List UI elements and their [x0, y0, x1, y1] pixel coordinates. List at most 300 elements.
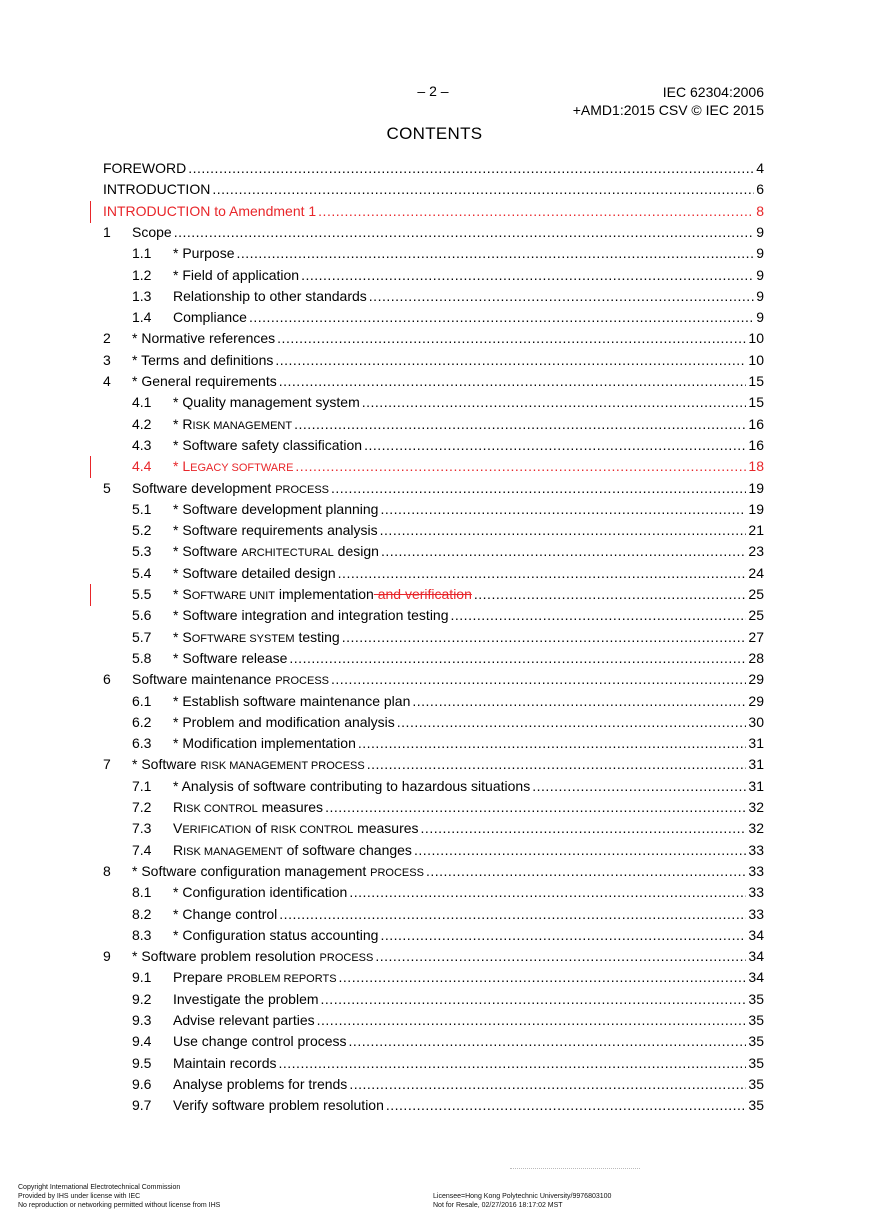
toc-entry[interactable]	[103, 1033, 764, 1053]
toc-page-number: 25	[748, 586, 764, 602]
toc-entry-title-part: PROCESS	[275, 675, 329, 688]
toc-entry[interactable]	[103, 224, 764, 244]
toc-entry-title-part: * S	[173, 586, 192, 602]
toc-leader-dots	[279, 906, 746, 922]
toc-entry[interactable]	[103, 863, 764, 883]
toc-page-number: 19	[748, 500, 764, 517]
toc-page-number: 31	[748, 756, 764, 773]
toc-entry-title	[103, 160, 186, 176]
toc-entry-number: 3	[103, 351, 111, 368]
toc-entry-title-part: Compliance	[173, 309, 247, 326]
toc-page-number: 15	[748, 373, 764, 389]
toc-page-number: 35	[748, 990, 764, 1007]
toc-entry-number: 8.3	[132, 926, 152, 943]
toc-leader-dots	[358, 735, 747, 751]
toc-entry-title-part: measures	[257, 799, 324, 815]
toc-entry-title-part: ERIFICATION	[182, 824, 252, 837]
toc-page-number: 4	[756, 160, 764, 176]
toc-entry-title-part: * Normative references	[132, 330, 276, 347]
toc-entry-title	[173, 969, 337, 985]
toc-entry-title	[173, 1097, 384, 1113]
toc-entry[interactable]	[103, 394, 764, 414]
toc-entry-title	[173, 1055, 277, 1071]
toc-page-number: 35	[748, 1097, 764, 1114]
toc-page-number: 10	[748, 351, 764, 368]
toc-leader-dots	[277, 330, 746, 346]
toc-leader-dots	[414, 842, 746, 858]
toc-leader-dots	[380, 522, 747, 538]
toc-leader-dots	[375, 948, 746, 964]
toc-entry[interactable]	[103, 629, 764, 649]
toc-page-number: 34	[748, 969, 764, 986]
toc-page-number: 21	[748, 522, 764, 539]
toc-entry-number: 9.2	[132, 990, 152, 1007]
toc-entry-title	[173, 607, 449, 623]
toc-entry-title	[173, 437, 362, 453]
toc-page-number: 33	[748, 841, 764, 858]
toc-leader-dots	[386, 1097, 747, 1113]
toc-entry-title-part: Maintain records	[173, 1054, 277, 1071]
toc-entry-title-part: design	[333, 543, 379, 560]
toc-entry-title-part: * Modification implementation	[173, 735, 356, 752]
toc-entry-title-part: * Purpose	[173, 245, 235, 262]
toc-page-number: 8	[756, 202, 764, 219]
toc-entry-title-part: OFTWARE SYSTEM	[191, 632, 295, 645]
footer-license	[433, 1192, 611, 1210]
toc-entry-title	[173, 650, 287, 666]
toc-entry[interactable]	[103, 522, 764, 542]
toc-leader-dots	[397, 714, 747, 730]
toc-entry[interactable]	[103, 160, 764, 180]
toc-entry-number: 8.2	[132, 905, 152, 922]
toc-entry-number: 9	[103, 948, 111, 965]
toc-leader-dots	[289, 650, 746, 666]
toc-entry-title	[173, 991, 319, 1007]
toc-leader-dots	[294, 416, 746, 432]
toc-entry[interactable]	[103, 735, 764, 755]
toc-leader-dots	[212, 181, 754, 197]
toc-entry-title	[132, 863, 424, 879]
toc-entry-number: 5	[103, 479, 111, 496]
toc-entry-title-part: Verify software problem resolution	[173, 1097, 384, 1114]
toc-entry-title	[173, 543, 379, 559]
toc-leader-dots	[331, 480, 746, 496]
toc-entry-number: 4.4	[132, 458, 152, 475]
toc-entry-title-part: * Establish software maintenance plan	[173, 692, 411, 709]
toc-entry-title-part: ISK MANAGEMENT	[183, 845, 283, 858]
toc-leader-dots	[338, 565, 747, 581]
page-title: CONTENTS	[386, 124, 483, 143]
toc-entry-number: 6.2	[132, 713, 152, 730]
toc-entry-title-part: PROBLEM REPORTS	[226, 973, 337, 986]
toc-entry[interactable]	[103, 330, 764, 350]
toc-entry-title-part: * Configuration status accounting	[173, 926, 379, 943]
toc-entry-number: 4.2	[132, 415, 152, 432]
toc-entry-number: 9.5	[132, 1054, 152, 1071]
toc-leader-dots	[380, 927, 746, 943]
toc-entry-title	[173, 394, 360, 410]
toc-entry-number: 1.4	[132, 309, 152, 326]
toc-entry-title	[173, 799, 323, 815]
footer-left-line-3: No reproduction or networking permitted without license from IHS	[18, 1202, 221, 1209]
toc-entry-title-part: PROCESS	[370, 866, 424, 879]
toc-entry-title-part: * Quality management system	[173, 394, 360, 411]
toc-entry-title	[173, 416, 292, 432]
toc-entry-number: 5.3	[132, 543, 152, 560]
toc-leader-dots	[349, 1033, 747, 1049]
toc-leader-dots	[369, 288, 754, 304]
toc-leader-dots	[325, 799, 746, 815]
footer-right-line-1: Licensee=Hong Kong Polytechnic University/9976803100	[433, 1193, 612, 1200]
toc-entry-title-part: Use change control process	[173, 1033, 347, 1050]
toc-entry-number: 9.7	[132, 1097, 152, 1114]
toc-entry[interactable]	[103, 820, 764, 840]
toc-entry-title	[173, 927, 378, 943]
toc-entry-number: 9.4	[132, 1033, 152, 1050]
toc-entry-title-part: PROCESS	[275, 483, 329, 496]
toc-page-number: 29	[748, 671, 764, 688]
toc-entry-title-part: * Software release	[173, 649, 288, 666]
toc-entry-number: 8	[103, 862, 111, 879]
toc-entry-title-part: Analyse problems for trends	[173, 1075, 348, 1092]
toc-entry-title-part: * Software detailed design	[173, 564, 336, 581]
toc-entry[interactable]	[103, 480, 764, 500]
toc-page-number: 25	[748, 607, 764, 624]
toc-leader-dots	[301, 267, 754, 283]
toc-entry-number: 5.5	[132, 586, 152, 602]
toc-leader-dots	[279, 373, 747, 389]
toc-entry[interactable]	[103, 650, 764, 670]
toc-entry-title-part: * Software configuration management	[132, 862, 371, 879]
standard-designation	[573, 83, 764, 119]
toc-entry-title-part: * Problem and modification analysis	[173, 713, 395, 730]
toc-page-number: 33	[748, 862, 764, 879]
toc-entry-number: 4.1	[132, 394, 152, 411]
toc-entry-title-part: * Change control	[173, 905, 278, 922]
toc-leader-dots	[174, 224, 755, 240]
toc-entry-title-part: * Configuration identification	[173, 884, 348, 901]
toc-entry[interactable]	[103, 181, 764, 201]
toc-entry[interactable]	[103, 1076, 764, 1096]
toc-entry[interactable]	[103, 543, 764, 563]
toc-entry[interactable]	[103, 352, 764, 372]
toc-page-number: 9	[756, 223, 764, 240]
toc-entry-title-part: RISK CONTROL	[270, 824, 354, 837]
toc-entry-title-part: R	[173, 799, 184, 815]
toc-entry-number: 7.1	[132, 777, 152, 794]
toc-entry[interactable]	[103, 799, 764, 819]
toc-entry[interactable]	[103, 948, 764, 968]
toc-entry-title	[132, 352, 273, 368]
footer-left-line-1: Copyright International Electrotechnical Commission	[18, 1184, 181, 1191]
toc-entry-title	[173, 522, 378, 538]
toc-entry[interactable]	[103, 1097, 764, 1117]
toc-entry-title-part: * Software integration and integration testing	[173, 607, 449, 624]
toc-entry-number: 6.3	[132, 735, 152, 752]
toc-entry-title	[132, 224, 172, 240]
toc-entry-title-part: * Field of application	[173, 266, 300, 283]
toc-page-number: 16	[748, 436, 764, 453]
toc-entry-title	[173, 565, 336, 581]
toc-entry-title-part: Investigate the problem	[173, 990, 319, 1007]
toc-entry[interactable]	[103, 607, 764, 627]
toc-entry-title-part: Software maintenance	[132, 671, 276, 688]
toc-page-number: 33	[748, 905, 764, 922]
toc-entry[interactable]	[103, 714, 764, 734]
toc-leader-dots	[342, 629, 747, 645]
change-bar	[90, 456, 91, 478]
toc-entry-title	[173, 778, 530, 794]
toc-entry[interactable]	[103, 288, 764, 308]
toc-entry-number: 7.2	[132, 799, 152, 815]
toc-entry-number: 7.3	[132, 820, 152, 837]
toc-entry-title-part: testing	[294, 628, 340, 645]
toc-page-number: 9	[756, 245, 764, 262]
toc-page-number: 16	[748, 415, 764, 432]
toc-entry-title-part: * Analysis of software contributing to hazardous situations	[173, 777, 531, 794]
toc-entry-number: 5.7	[132, 628, 152, 645]
toc-page-number: 35	[748, 1012, 764, 1028]
toc-entry-title-part: of	[251, 820, 271, 837]
toc-page-number: 32	[748, 799, 764, 815]
toc-page-number: 23	[748, 543, 764, 560]
toc-entry[interactable]	[103, 501, 764, 521]
toc-entry-title-part: R	[173, 841, 184, 858]
toc-page-number: 34	[748, 926, 764, 943]
toc-entry-title-part: * Software	[173, 543, 242, 560]
toc-entry-title	[173, 501, 378, 517]
toc-entry-title-part: ARCHITECTURAL	[241, 547, 334, 560]
toc-entry-title-part: * S	[173, 628, 192, 645]
toc-page-number: 27	[748, 628, 764, 645]
toc-entry-title-part: * Software requirements analysis	[173, 522, 378, 539]
footer-right-line-2: Not for Resale, 02/27/2016 18:17:02 MST	[433, 1202, 563, 1209]
toc-entry[interactable]	[103, 778, 764, 798]
toc-entry[interactable]	[103, 842, 764, 862]
toc-entry-number: 1.2	[132, 266, 152, 283]
toc-entry-title	[173, 884, 347, 900]
toc-entry-title	[173, 267, 299, 283]
toc-leader-dots	[349, 1076, 746, 1092]
toc-entry[interactable]	[103, 309, 764, 329]
toc-entry-title	[173, 1012, 315, 1028]
toc-entry-title-part: V	[173, 820, 183, 837]
toc-page-number: 35	[748, 1033, 764, 1050]
toc-page-number: 29	[748, 692, 764, 709]
toc-entry[interactable]	[103, 969, 764, 989]
toc-entry-title	[173, 586, 472, 602]
toc-entry-number: 4	[103, 373, 111, 389]
footer-divider	[510, 1168, 640, 1169]
toc-leader-dots	[331, 671, 746, 687]
toc-entry-title-part: * Software safety classification	[173, 436, 363, 453]
toc-entry-number: 6.1	[132, 692, 152, 709]
toc-entry-title-part: measures	[353, 820, 419, 837]
toc-entry-title	[132, 948, 373, 964]
toc-entry-title	[173, 245, 234, 261]
toc-entry-title	[132, 373, 277, 389]
toc-entry-title-part: * Software	[132, 756, 201, 773]
toc-entry-title	[103, 203, 316, 219]
toc-entry[interactable]	[103, 437, 764, 457]
toc-entry-title	[173, 458, 293, 474]
toc-entry-number: 2	[103, 330, 111, 347]
toc-entry-number: 6	[103, 671, 111, 688]
toc-entry-number: 7.4	[132, 841, 152, 858]
footer-copyright	[18, 1183, 220, 1210]
change-bar	[90, 584, 91, 606]
page-number: – 2 –	[417, 83, 449, 99]
toc-page-number: 9	[756, 287, 764, 304]
toc-entry-number: 5.1	[132, 500, 152, 517]
toc-page-number: 35	[748, 1054, 764, 1071]
toc-page-number: 32	[748, 820, 764, 837]
toc-entry[interactable]	[103, 991, 764, 1011]
toc-leader-dots	[532, 778, 746, 794]
toc-entry[interactable]	[103, 756, 764, 776]
toc-entry-title-part: FOREWORD	[103, 160, 187, 176]
toc-entry-title	[173, 842, 412, 858]
toc-leader-dots	[275, 352, 746, 368]
toc-entry-title-part: Relationship to other standards	[173, 287, 367, 304]
toc-entry-number: 8.1	[132, 884, 152, 901]
toc-entry-number: 1.1	[132, 245, 152, 262]
toc-entry-title-part: * R	[173, 415, 193, 432]
toc-entry-title	[173, 1033, 347, 1049]
toc-entry[interactable]	[103, 884, 764, 904]
toc-leader-dots	[451, 607, 747, 623]
toc-leader-dots	[295, 458, 746, 474]
toc-entry-number: 9.1	[132, 969, 152, 986]
toc-entry-title	[173, 906, 277, 922]
toc-leader-dots	[317, 1012, 747, 1028]
toc-entry-number: 5.8	[132, 649, 152, 666]
toc-leader-dots	[421, 820, 747, 836]
toc-entry-title-part: implementation	[275, 586, 374, 602]
toc-entry-title	[103, 181, 210, 197]
standard-line-1: IEC 62304:2006	[662, 84, 764, 100]
toc-entry-title-part: * Software development planning	[173, 500, 379, 517]
toc-leader-dots	[380, 501, 746, 517]
toc-page-number: 9	[756, 266, 764, 283]
toc-entry-title	[173, 693, 410, 709]
toc-page-number: 31	[748, 777, 764, 794]
toc-page-number: 15	[748, 394, 764, 411]
toc-entry-title-part: RISK MANAGEMENT PROCESS	[200, 760, 365, 773]
toc-entry-number: 7	[103, 756, 111, 773]
toc-page-number: 31	[748, 735, 764, 752]
toc-entry[interactable]	[103, 1012, 764, 1032]
toc-leader-dots	[318, 203, 754, 219]
toc-entry-number: 5.4	[132, 564, 152, 581]
deleted-text: and verification	[373, 586, 472, 602]
toc-leader-dots	[412, 693, 746, 709]
toc-entry-number: 1.3	[132, 287, 152, 304]
toc-leader-dots	[349, 884, 746, 900]
toc-leader-dots	[364, 437, 746, 453]
toc-entry[interactable]	[103, 203, 764, 223]
toc-page-number: 19	[748, 479, 764, 496]
toc-leader-dots	[249, 309, 754, 325]
toc-entry-title-part: * Software problem resolution	[132, 948, 320, 965]
toc-entry-title-part: * General requirements	[132, 373, 277, 389]
toc-entry[interactable]	[103, 245, 764, 265]
toc-entry-title-part: ISK CONTROL	[183, 803, 258, 815]
toc-entry[interactable]	[103, 458, 764, 478]
toc-entry-title-part: Software development	[132, 479, 276, 496]
toc-entry-number: 5.6	[132, 607, 152, 624]
toc-entry-title-part: PROCESS	[319, 952, 374, 965]
toc-entry[interactable]	[103, 267, 764, 287]
toc-entry-title	[132, 671, 329, 687]
toc-entry-title	[173, 820, 419, 836]
toc-page-number: 30	[748, 713, 764, 730]
toc-leader-dots	[321, 991, 747, 1007]
standard-line-2: +AMD1:2015 CSV © IEC 2015	[572, 102, 764, 118]
toc-entry[interactable]	[103, 671, 764, 691]
toc-page-number: 24	[748, 564, 764, 581]
toc-entry[interactable]	[103, 906, 764, 926]
toc-entry-title-part: EGACY SOFTWARE	[190, 462, 294, 475]
toc-leader-dots	[236, 245, 754, 261]
toc-page-number: 6	[756, 181, 764, 198]
toc-entry-title-part: ISK MANAGEMENT	[192, 419, 293, 432]
toc-entry[interactable]	[103, 927, 764, 947]
toc-leader-dots	[279, 1055, 747, 1071]
toc-entry-title-part: Advise relevant parties	[173, 1012, 315, 1028]
toc-entry-title-part: Scope	[132, 223, 172, 240]
toc-entry-title	[173, 288, 367, 304]
toc-entry-title-part: INTRODUCTION to Amendment 1	[103, 202, 317, 219]
toc-entry[interactable]	[103, 416, 764, 436]
toc-leader-dots	[188, 160, 754, 176]
toc-entry-title	[173, 714, 395, 730]
toc-leader-dots	[474, 586, 747, 602]
toc-leader-dots	[339, 969, 747, 985]
toc-entry-title-part: INTRODUCTION	[103, 181, 211, 198]
toc-entry-title	[173, 629, 340, 645]
toc-entry[interactable]	[103, 373, 764, 393]
toc-entry-number: 4.3	[132, 436, 152, 453]
toc-entry-title	[132, 330, 275, 346]
change-bar	[90, 201, 91, 223]
toc-page-number: 28	[748, 649, 764, 666]
toc-page-number: 18	[748, 458, 764, 475]
toc-entry-title-part: of software changes	[282, 841, 412, 858]
toc-entry-title	[132, 756, 365, 772]
toc-entry-title	[173, 1076, 347, 1092]
toc-entry-title	[173, 735, 356, 751]
toc-page-number: 10	[748, 330, 764, 347]
toc-page-number: 34	[748, 948, 764, 965]
toc-entry[interactable]	[103, 693, 764, 713]
toc-leader-dots	[381, 543, 746, 559]
toc-page-number: 35	[748, 1075, 764, 1092]
toc-entry-title	[173, 309, 247, 325]
toc-entry-title	[132, 480, 329, 496]
toc-entry[interactable]	[103, 1055, 764, 1075]
toc-leader-dots	[426, 863, 746, 879]
toc-entry[interactable]	[103, 565, 764, 585]
toc-entry-number: 9.6	[132, 1075, 152, 1092]
toc-entry[interactable]	[103, 586, 764, 606]
toc-entry-title-part: * L	[173, 458, 191, 475]
toc-page-number: 9	[756, 309, 764, 326]
toc-page-number: 33	[748, 884, 764, 901]
toc-entry-title-part: OFTWARE UNIT	[191, 590, 275, 602]
footer-left-line-2: Provided by IHS under license with IEC	[18, 1193, 141, 1200]
toc-entry-title-part: * Terms and definitions	[132, 351, 274, 368]
